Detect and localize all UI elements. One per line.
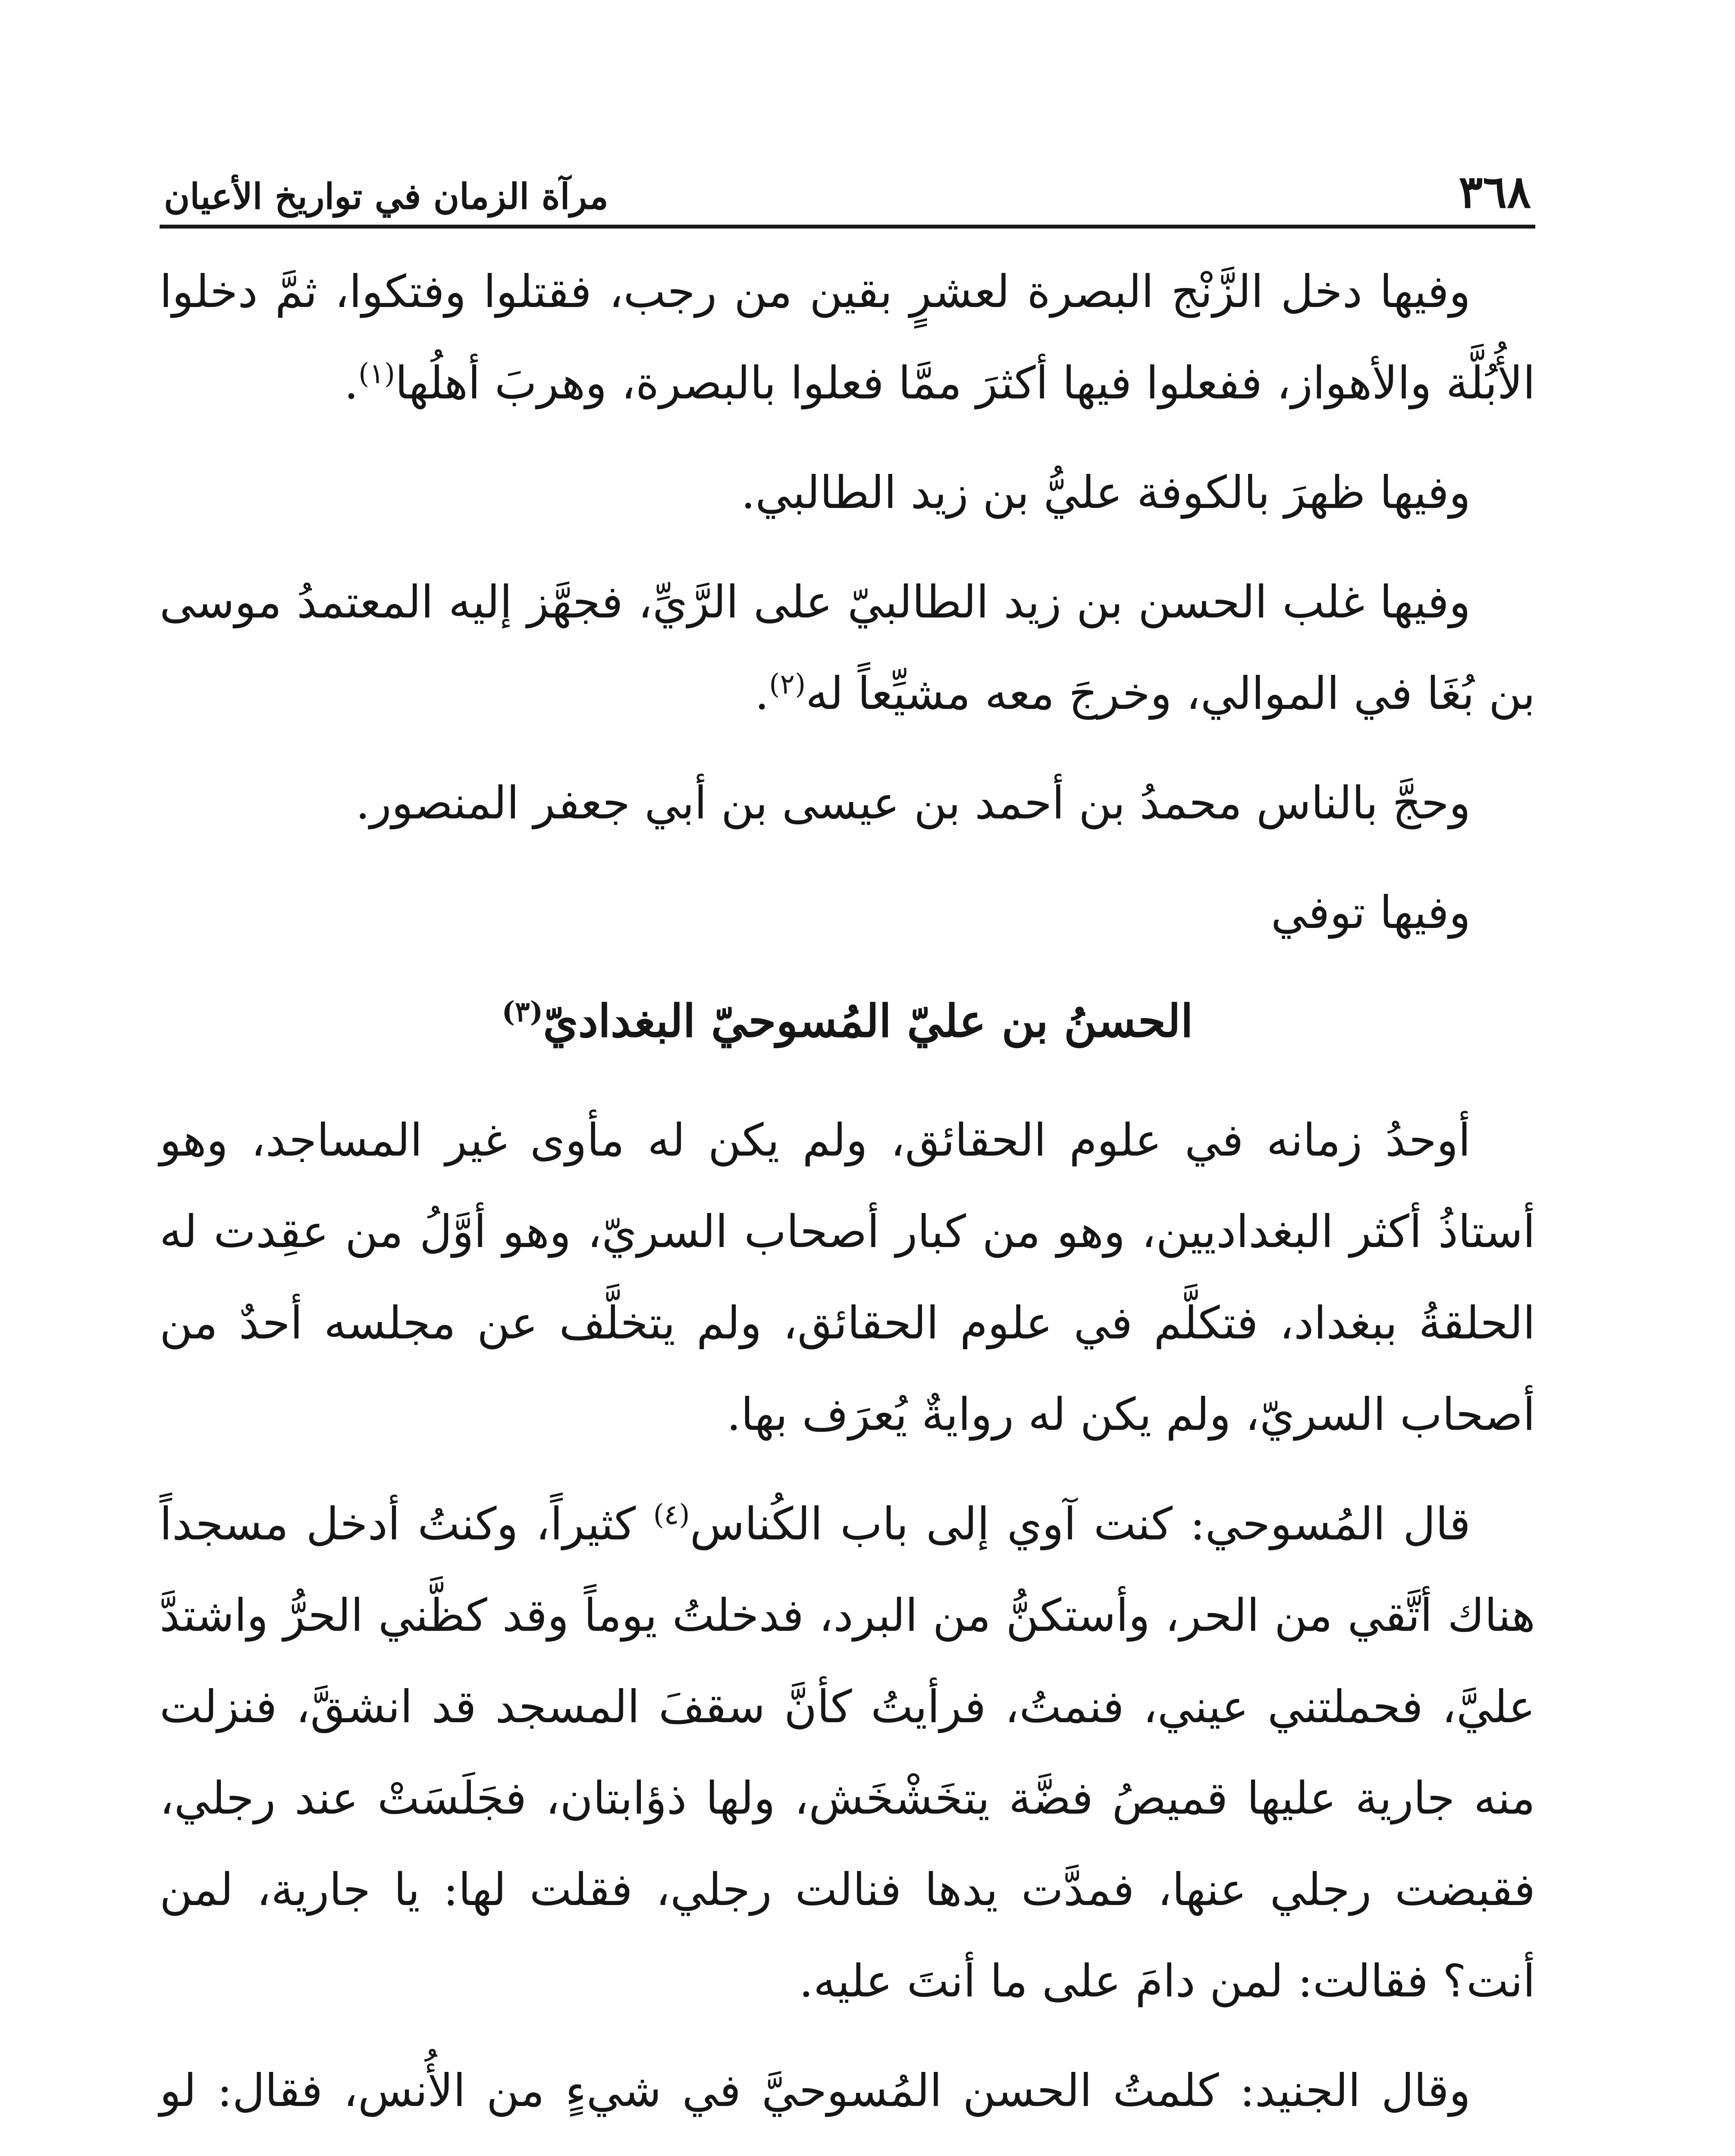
paragraph-end: كثيراً، وكنتُ أدخل مسجداً هناك أتَّقي من الحر، وأستكنُّ من البرد، فدخلتُ يوماً وقد كظَّني الحرُّ واشتدَّ عليَّ، فحملتني عيني، فنمتُ، فرأيتُ كأنَّ سقفَ المسجد قد انشقَّ، فنزلت منه جارية عليها قميصُ فضَّة يتخَشْخَش، ولها ذؤابتان، فجَلَسَتْ عند رجلي، فقبضت رجلي عنها، فمدَّت يدها فنالت رجلي، فقلت لها: يا جارية، لمن أنت؟ فقالت: لمن دامَ على ما أنتَ عليه. <box>160 1498 1535 2007</box>
book-title: مرآة الزمان في تواريخ الأعيان <box>164 176 609 217</box>
footnote-ref: (١) <box>358 357 395 390</box>
footnote-ref: (٢) <box>769 668 806 701</box>
footnote-ref: (٤) <box>653 1498 690 1531</box>
main-text <box>160 246 1535 2156</box>
paragraph <box>160 2045 1535 2156</box>
paragraph-end: . <box>344 357 359 409</box>
paragraph-text: أوحدُ زمانه في علوم الحقائق، ولم يكن له مأوى غير المساجد، وهو أستاذُ أكثر البغداديين، وهو من كبار أصحاب السريّ، وهو أوَّلُ من عقِدت له الحلقةُ ببغداد، فتكلَّم في علوم الحقائق، ولم يتخلَّف عن مجلسه أحدٌ من أصحاب السريّ، ولم يكن له روايةٌ يُعرَف بها. <box>160 1114 1535 1441</box>
page-number: ٣٦٨ <box>1459 165 1531 218</box>
paragraph <box>160 757 1535 849</box>
paragraph <box>160 1094 1535 1460</box>
paragraph-text: وفيها توفي <box>1271 886 1471 939</box>
paragraph <box>160 1478 1535 2027</box>
paragraph-text: قال المُسوحي: كنت آوي إلى باب الكُناس <box>690 1498 1471 1550</box>
paragraph-text: وحجَّ بالناس محمدُ بن أحمد بن عيسى بن أبي جعفر المنصور. <box>355 777 1471 829</box>
paragraph-text: وفيها غلب الحسن بن زيد الطالبيّ على الرَّيِّ، فجهَّز إليه المعتمدُ موسى بن بُغَا في الموالي، وخرجَ معه مشيِّعاً له <box>160 576 1535 720</box>
paragraph <box>160 447 1535 538</box>
paragraph-text: وفيها ظهرَ بالكوفة عليُّ بن زيد الطالبي. <box>741 466 1471 519</box>
biography-heading <box>160 978 1535 1064</box>
paragraph-text: وفيها دخل الزَّنْج البصرة لعشرٍ بقين من رجب، فقتلوا وفتكوا، ثمَّ دخلوا الأُبُلَّة والأهواز، ففعلوا فيها أكثرَ ممَّا فعلوا بالبصرة، وهربَ أهلُها <box>160 265 1535 409</box>
running-header <box>160 142 1535 229</box>
paragraph <box>160 556 1535 739</box>
paragraph <box>160 246 1535 429</box>
paragraph-text: وقال الجنيد: كلمتُ الحسن المُسوحيَّ في شيءٍ من الأُنس، فقال: لو <box>160 2064 1471 2117</box>
footnote-ref: (٣) <box>502 995 543 1028</box>
heading-text: الحسنُ بن عليّ المُسوحيّ البغداديّ <box>543 994 1193 1047</box>
paragraph <box>160 867 1535 958</box>
book-page <box>160 142 1535 2156</box>
paragraph-end: . <box>755 667 769 720</box>
